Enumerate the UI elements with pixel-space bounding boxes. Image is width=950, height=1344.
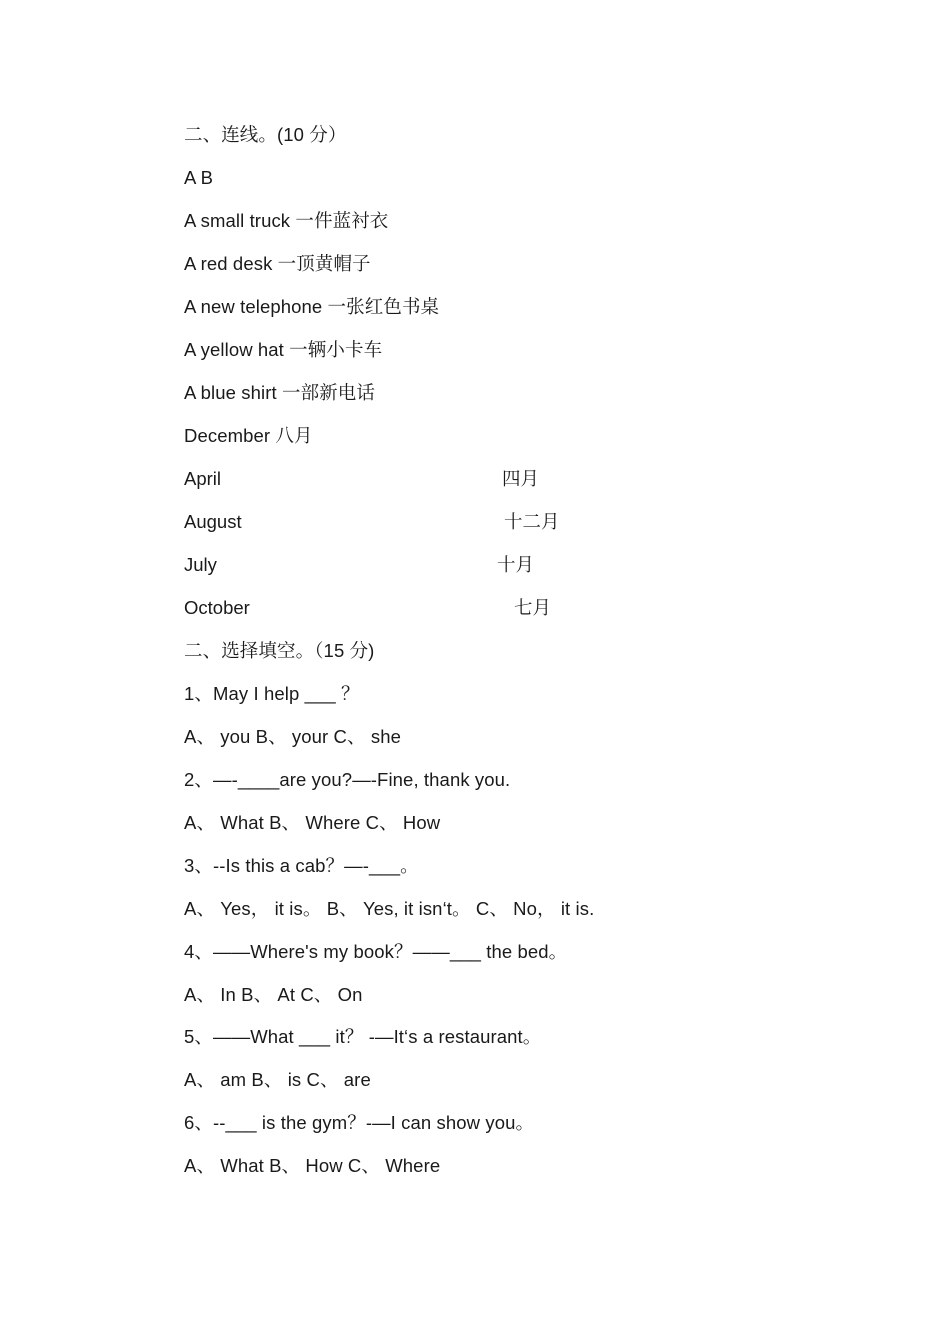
question: 1、May I help ___ ？ (184, 683, 360, 704)
month-pair (184, 593, 884, 623)
month-pair (184, 550, 884, 580)
section-heading-matching: 二、连线。(10 分） (184, 124, 347, 145)
answer-options: A、 In B、 At C、 On (184, 984, 363, 1005)
question: 2、—-____are you?—-Fine, thank you. (184, 769, 511, 790)
month-chinese: 四月 (502, 468, 540, 489)
answer-options: A、 Yes， it is。 B、 Yes, it isn‘t。 C、 No， it is. (184, 898, 595, 919)
question: 5、——What ___ it？ -—It‘s a restaurant。 (184, 1026, 542, 1047)
match-item: A red desk 一顶黄帽子 (184, 253, 371, 274)
question: 6、--___ is the gym？-—I can show you。 (184, 1112, 535, 1133)
question: 4、——Where's my book？——___ the bed。 (184, 941, 568, 962)
answer-options: A、 you B、 your C、 she (184, 726, 401, 747)
match-item: A blue shirt 一部新电话 (184, 382, 375, 403)
month-chinese: 七月 (514, 597, 552, 618)
month-pair (184, 464, 884, 494)
match-item: A yellow hat 一辆小卡车 (184, 339, 383, 360)
answer-options: A、 am B、 is C、 are (184, 1069, 371, 1090)
month-english: April (184, 468, 222, 489)
month-english: August (184, 511, 242, 532)
month-chinese: 十二月 (504, 511, 560, 532)
match-item: A small truck 一件蓝衬衣 (184, 210, 389, 231)
match-item: A new telephone 一张红色书桌 (184, 296, 440, 317)
answer-options: A、 What B、 How C、 Where (184, 1155, 441, 1176)
month-english: July (184, 554, 217, 575)
question: 3、--Is this a cab？—-___。 (184, 855, 419, 876)
section-heading-choice: 二、选择填空。（15 分) (184, 640, 375, 661)
month-pair (184, 507, 884, 537)
month-chinese: 十月 (497, 554, 535, 575)
answer-options: A、 What B、 Where C、 How (184, 812, 441, 833)
column-labels: A B (184, 167, 214, 188)
month-english: October (184, 597, 250, 618)
match-item: December 八月 (184, 425, 313, 446)
